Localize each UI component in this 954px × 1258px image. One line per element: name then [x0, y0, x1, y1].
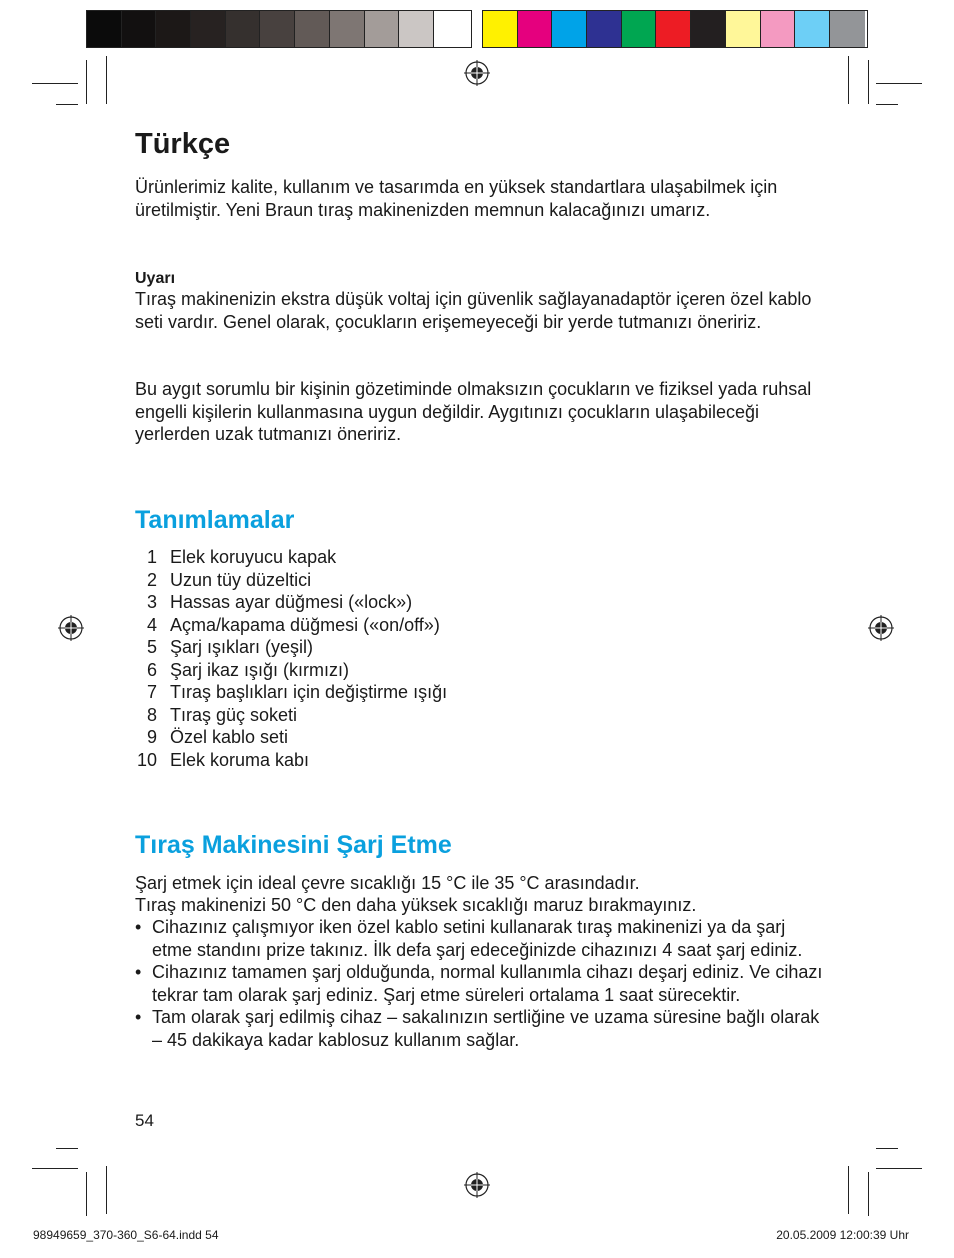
- definition-text: Tıraş başlıkları için değiştirme ışığı: [170, 682, 448, 702]
- definition-item: [135, 569, 447, 592]
- bullet-text: Tam olarak şarj edilmiş cihaz – sakalınızın sertliğine ve uzama süresine bağlı olarak – 45 dakikaya kadar kablosuz kullanım sağlar.: [152, 1007, 820, 1050]
- footer-timestamp: 20.05.2009 12:00:39 Uhr: [776, 1228, 909, 1242]
- definitions-list: [135, 546, 447, 771]
- color-swatch: [761, 11, 796, 47]
- definition-text: Tıraş güç soketi: [170, 704, 298, 725]
- definition-item: [135, 704, 447, 727]
- crop-mark: [56, 1148, 78, 1149]
- bullet-dot: •: [135, 962, 142, 982]
- page-title: Türkçe: [135, 128, 231, 160]
- bullet-item: [135, 916, 825, 961]
- definition-item: [135, 636, 447, 659]
- color-swatch: [434, 11, 469, 47]
- color-swatch: [795, 11, 830, 47]
- color-swatch: [122, 11, 157, 47]
- definition-number: 2: [146, 569, 157, 590]
- charging-intro-1: Şarj etmek için ideal çevre sıcaklığı 15 °C ile 35 °C arasındadır.: [135, 873, 640, 893]
- color-swatch: [260, 11, 295, 47]
- definitions-heading: Tanımlamalar: [135, 506, 295, 534]
- color-swatch: [726, 11, 761, 47]
- color-swatch: [156, 11, 191, 47]
- crop-mark: [876, 83, 922, 84]
- registration-mark-icon: [868, 615, 894, 641]
- warning-paragraph-2: Bu aygıt sorumlu bir kişinin gözetiminde olmaksızın çocukların ve fiziksel yada ruhsal engelli kişilerin kullanmasına uygun değildir. Aygıtınızı çocukların ulaşabileceği yerlerden uzak tutmanızı öneririz.: [135, 379, 812, 444]
- definition-text: Hassas ayar düğmesi («lock»): [170, 592, 413, 612]
- bullet-dot: •: [135, 917, 142, 937]
- crop-mark: [876, 1168, 922, 1169]
- crop-mark: [56, 104, 78, 105]
- definition-text: Elek koruma kabı: [170, 749, 310, 770]
- definition-item: [135, 659, 447, 682]
- charging-bullet-list: [135, 916, 825, 1051]
- charging-intro-2: Tıraş makinenizi 50 °C den daha yüksek sıcaklığı maruz bırakmayınız.: [135, 895, 697, 915]
- footer-file-info: 98949659_370-360_S6-64.indd 54: [33, 1228, 219, 1242]
- definition-text: Şarj ışıkları (yeşil): [170, 637, 314, 657]
- registration-mark-icon: [464, 1172, 490, 1198]
- color-swatch: [226, 11, 261, 47]
- definition-text: Elek koruyucu kapak: [170, 547, 337, 567]
- color-swatch: [483, 11, 518, 47]
- color-swatch: [552, 11, 587, 47]
- definition-number: 1: [146, 547, 157, 567]
- color-swatch: [87, 11, 122, 47]
- definition-number: 6: [146, 659, 157, 680]
- gray-calibration-bar: [86, 10, 472, 48]
- page-number: 54: [135, 1111, 154, 1130]
- definition-item: [135, 749, 447, 772]
- definition-text: Açma/kapama düğmesi («on/off»): [170, 614, 440, 635]
- color-swatch: [518, 11, 553, 47]
- warning-label: Uyarı: [135, 270, 176, 287]
- definition-item: [135, 614, 447, 637]
- definition-text: Uzun tüy düzeltici: [170, 569, 312, 590]
- crop-mark: [106, 56, 107, 104]
- charging-heading: Tıraş Makinesini Şarj Etme: [135, 831, 452, 859]
- crop-mark: [868, 1172, 869, 1216]
- crop-mark: [848, 56, 849, 104]
- crop-mark: [32, 1168, 78, 1169]
- definition-number: 3: [146, 592, 157, 612]
- warning-paragraph: Tıraş makinenizin ekstra düşük voltaj için güvenlik sağlayanadaptör içeren özel kablo seti vardır. Genel olarak, çocukların erişemeyeceği bir yerde tutmanızı öneririz.: [135, 289, 812, 332]
- definition-item: [135, 591, 447, 614]
- bullet-item: [135, 961, 825, 1006]
- intro-paragraph: Ürünlerimiz kalite, kullanım ve tasarımda en yüksek standartlara ulaşabilmek için üretilmiştir. Yeni Braun tıraş makinenizden memnun kalacağınızı umarız.: [135, 177, 778, 220]
- color-swatch: [399, 11, 434, 47]
- crop-mark: [868, 60, 869, 104]
- bullet-text: Cihazınız çalışmıyor iken özel kablo setini kullanarak tıraş makinenizi ya da şarj etme standını prize takınız. İlk defa şarj edeceğinizde cihazınızı 4 saat şarj ediniz.: [152, 917, 803, 960]
- registration-mark-icon: [464, 60, 490, 86]
- crop-mark: [106, 1166, 107, 1214]
- definition-number: 8: [146, 704, 157, 725]
- color-swatch: [656, 11, 691, 47]
- bullet-item: [135, 1006, 825, 1051]
- bullet-dot: •: [135, 1007, 142, 1027]
- definition-number: 4: [146, 614, 157, 635]
- definition-text: Özel kablo seti: [170, 727, 289, 747]
- definition-number: 10: [136, 749, 157, 770]
- color-calibration-bar: [482, 10, 868, 48]
- definition-text: Şarj ikaz ışığı (kırmızı): [170, 659, 350, 680]
- definition-item: [135, 726, 447, 749]
- color-swatch: [830, 11, 865, 47]
- color-swatch: [365, 11, 400, 47]
- crop-mark: [876, 1148, 898, 1149]
- color-swatch: [191, 11, 226, 47]
- color-swatch: [622, 11, 657, 47]
- definition-number: 7: [146, 682, 157, 702]
- definition-number: 9: [146, 727, 157, 747]
- crop-mark: [848, 1166, 849, 1214]
- registration-mark-icon: [58, 615, 84, 641]
- color-swatch: [691, 11, 726, 47]
- crop-mark: [86, 60, 87, 104]
- color-swatch: [295, 11, 330, 47]
- color-swatch: [587, 11, 622, 47]
- definition-number: 5: [146, 637, 157, 657]
- crop-mark: [32, 83, 78, 84]
- crop-mark: [86, 1172, 87, 1216]
- crop-mark: [876, 104, 898, 105]
- definition-item: [135, 681, 447, 704]
- bullet-text: Cihazınız tamamen şarj olduğunda, normal kullanımla cihazı deşarj ediniz. Ve cihazı tekrar tam olarak şarj ediniz. Şarj etme süreleri ortalama 1 saat sürecektir.: [152, 962, 823, 1005]
- definition-item: [135, 546, 447, 569]
- color-swatch: [330, 11, 365, 47]
